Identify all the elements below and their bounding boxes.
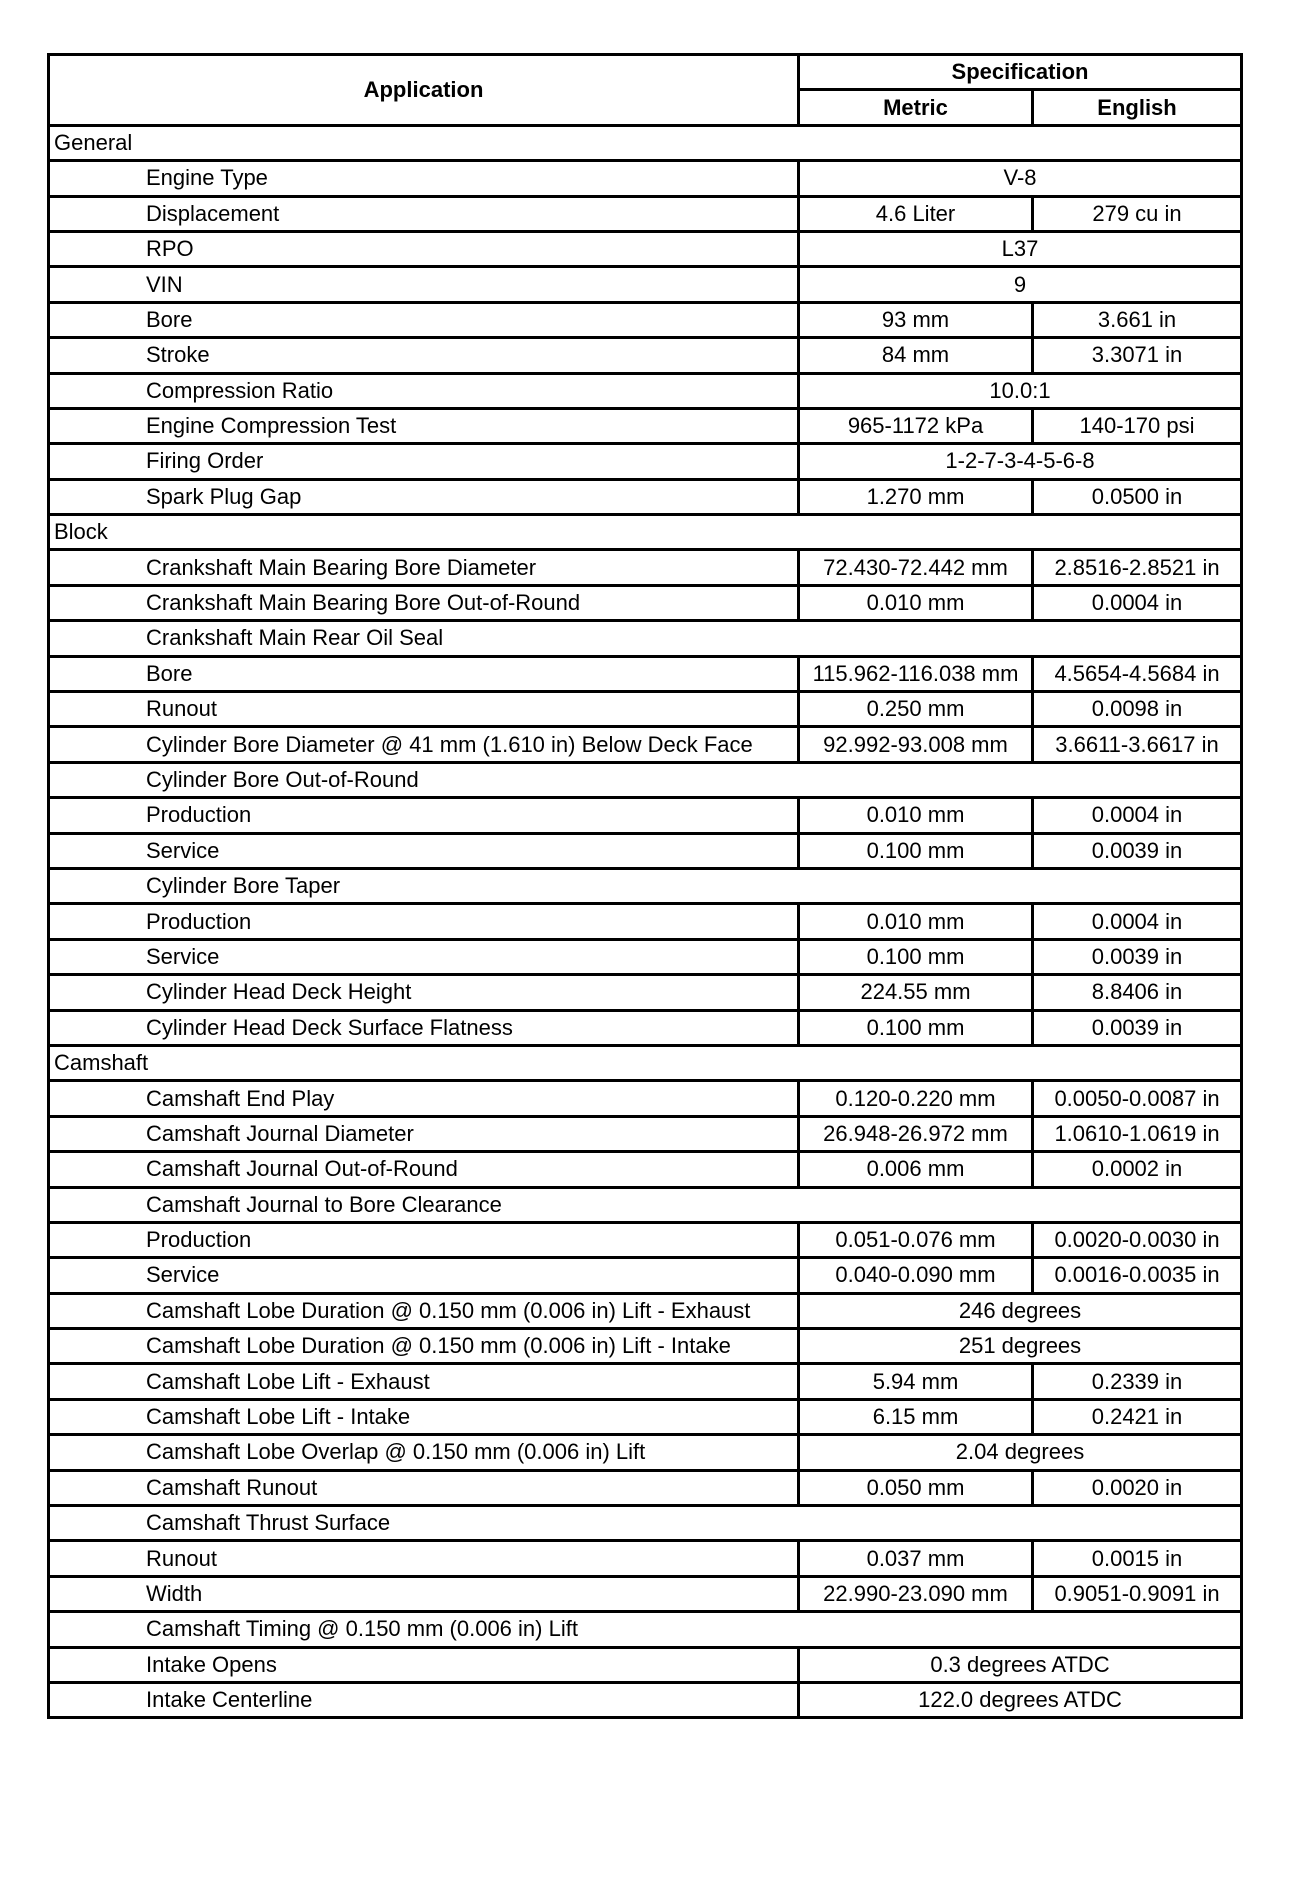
table-row	[49, 196, 1242, 231]
table-row	[49, 1682, 1242, 1717]
english-cell: 0.0004 in	[1033, 904, 1242, 939]
table-row	[49, 1222, 1242, 1257]
table-row	[49, 338, 1242, 373]
application-cell: Camshaft End Play	[49, 1081, 799, 1116]
table-row	[49, 373, 1242, 408]
application-cell: Camshaft Lobe Duration @ 0.150 mm (0.006 in) Lift - Exhaust	[49, 1293, 799, 1328]
application-cell: Camshaft Runout	[49, 1470, 799, 1505]
application-cell: Firing Order	[49, 444, 799, 479]
subsection-label: Cylinder Bore Taper	[49, 868, 1242, 903]
table-row	[49, 1506, 1242, 1541]
header-row-1	[49, 55, 1242, 90]
application-cell: Intake Centerline	[49, 1682, 799, 1717]
engine-spec-table	[47, 53, 1243, 1719]
table-row	[49, 444, 1242, 479]
metric-cell: 26.948-26.972 mm	[799, 1116, 1033, 1151]
table-row	[49, 621, 1242, 656]
application-cell: Crankshaft Main Bearing Bore Out-of-Round	[49, 585, 799, 620]
application-cell: Camshaft Lobe Lift - Intake	[49, 1399, 799, 1434]
table-row	[49, 1470, 1242, 1505]
table-row	[49, 1364, 1242, 1399]
application-cell: Compression Ratio	[49, 373, 799, 408]
metric-cell: 0.010 mm	[799, 798, 1033, 833]
table-row	[49, 904, 1242, 939]
application-cell: Service	[49, 833, 799, 868]
spec-value-cell: 10.0:1	[799, 373, 1242, 408]
application-cell: Engine Compression Test	[49, 408, 799, 443]
application-cell: Displacement	[49, 196, 799, 231]
section-row	[49, 1045, 1242, 1080]
section-label: Block	[49, 515, 1242, 550]
table-row	[49, 1081, 1242, 1116]
english-cell: 0.0050-0.0087 in	[1033, 1081, 1242, 1116]
specification-header: Specification	[799, 55, 1242, 90]
metric-cell: 92.992-93.008 mm	[799, 727, 1033, 762]
english-cell: 0.2421 in	[1033, 1399, 1242, 1434]
table-row	[49, 1116, 1242, 1151]
metric-cell: 0.100 mm	[799, 1010, 1033, 1045]
spec-value-cell: 251 degrees	[799, 1329, 1242, 1364]
spec-value-cell: 9	[799, 267, 1242, 302]
application-cell: Crankshaft Main Bearing Bore Diameter	[49, 550, 799, 585]
english-header: English	[1033, 90, 1242, 125]
english-cell: 0.0020 in	[1033, 1470, 1242, 1505]
metric-cell: 72.430-72.442 mm	[799, 550, 1033, 585]
subsection-label: Camshaft Journal to Bore Clearance	[49, 1187, 1242, 1222]
metric-cell: 93 mm	[799, 302, 1033, 337]
application-cell: Cylinder Bore Diameter @ 41 mm (1.610 in) Below Deck Face	[49, 727, 799, 762]
english-cell: 1.0610-1.0619 in	[1033, 1116, 1242, 1151]
table-row	[49, 550, 1242, 585]
application-cell: Camshaft Lobe Lift - Exhaust	[49, 1364, 799, 1399]
application-cell: Stroke	[49, 338, 799, 373]
metric-cell: 0.051-0.076 mm	[799, 1222, 1033, 1257]
table-row	[49, 479, 1242, 514]
english-cell: 8.8406 in	[1033, 975, 1242, 1010]
english-cell: 0.0500 in	[1033, 479, 1242, 514]
application-cell: Camshaft Journal Diameter	[49, 1116, 799, 1151]
metric-cell: 0.100 mm	[799, 939, 1033, 974]
english-cell: 3.6611-3.6617 in	[1033, 727, 1242, 762]
metric-cell: 0.120-0.220 mm	[799, 1081, 1033, 1116]
metric-cell: 0.040-0.090 mm	[799, 1258, 1033, 1293]
table-row	[49, 231, 1242, 266]
application-cell: VIN	[49, 267, 799, 302]
table-row	[49, 1541, 1242, 1576]
table-row	[49, 1435, 1242, 1470]
english-cell: 4.5654-4.5684 in	[1033, 656, 1242, 691]
english-cell: 0.0039 in	[1033, 939, 1242, 974]
english-cell: 0.0039 in	[1033, 833, 1242, 868]
table-row	[49, 1010, 1242, 1045]
english-cell: 3.661 in	[1033, 302, 1242, 337]
table-row	[49, 868, 1242, 903]
english-cell: 0.0016-0.0035 in	[1033, 1258, 1242, 1293]
table-row	[49, 833, 1242, 868]
application-header: Application	[49, 55, 799, 126]
application-cell: Service	[49, 939, 799, 974]
table-row	[49, 939, 1242, 974]
english-cell: 0.0039 in	[1033, 1010, 1242, 1045]
english-cell: 0.0004 in	[1033, 798, 1242, 833]
table-row	[49, 727, 1242, 762]
english-cell: 0.0015 in	[1033, 1541, 1242, 1576]
metric-cell: 0.006 mm	[799, 1152, 1033, 1187]
subsection-label: Cylinder Bore Out-of-Round	[49, 762, 1242, 797]
application-cell: Production	[49, 904, 799, 939]
spec-value-cell: 0.3 degrees ATDC	[799, 1647, 1242, 1682]
table-row	[49, 656, 1242, 691]
table-row	[49, 1399, 1242, 1434]
spec-value-cell: 122.0 degrees ATDC	[799, 1682, 1242, 1717]
table-row	[49, 762, 1242, 797]
table-row	[49, 161, 1242, 196]
table-row	[49, 692, 1242, 727]
metric-cell: 4.6 Liter	[799, 196, 1033, 231]
application-cell: Cylinder Head Deck Surface Flatness	[49, 1010, 799, 1045]
application-cell: Production	[49, 798, 799, 833]
metric-cell: 224.55 mm	[799, 975, 1033, 1010]
application-cell: Intake Opens	[49, 1647, 799, 1682]
table-row	[49, 1293, 1242, 1328]
english-cell: 140-170 psi	[1033, 408, 1242, 443]
metric-cell: 84 mm	[799, 338, 1033, 373]
table-row	[49, 1258, 1242, 1293]
table-row	[49, 585, 1242, 620]
metric-cell: 115.962-116.038 mm	[799, 656, 1033, 691]
english-cell: 279 cu in	[1033, 196, 1242, 231]
metric-cell: 0.250 mm	[799, 692, 1033, 727]
metric-cell: 0.010 mm	[799, 585, 1033, 620]
spec-value-cell: 246 degrees	[799, 1293, 1242, 1328]
table-row	[49, 1152, 1242, 1187]
metric-cell: 0.010 mm	[799, 904, 1033, 939]
metric-cell: 22.990-23.090 mm	[799, 1576, 1033, 1611]
section-label: General	[49, 125, 1242, 160]
spec-value-cell: V-8	[799, 161, 1242, 196]
application-cell: Width	[49, 1576, 799, 1611]
metric-cell: 5.94 mm	[799, 1364, 1033, 1399]
metric-cell: 965-1172 kPa	[799, 408, 1033, 443]
english-cell: 0.9051-0.9091 in	[1033, 1576, 1242, 1611]
metric-cell: 0.037 mm	[799, 1541, 1033, 1576]
table-row	[49, 1187, 1242, 1222]
section-row	[49, 515, 1242, 550]
english-cell: 0.0020-0.0030 in	[1033, 1222, 1242, 1257]
table-row	[49, 1612, 1242, 1647]
application-cell: Camshaft Lobe Overlap @ 0.150 mm (0.006 in) Lift	[49, 1435, 799, 1470]
table-row	[49, 1647, 1242, 1682]
metric-header: Metric	[799, 90, 1033, 125]
english-cell: 3.3071 in	[1033, 338, 1242, 373]
spec-value-cell: 2.04 degrees	[799, 1435, 1242, 1470]
subsection-label: Crankshaft Main Rear Oil Seal	[49, 621, 1242, 656]
english-cell: 0.0098 in	[1033, 692, 1242, 727]
table-row	[49, 302, 1242, 337]
table-row	[49, 798, 1242, 833]
subsection-label: Camshaft Thrust Surface	[49, 1506, 1242, 1541]
section-label: Camshaft	[49, 1045, 1242, 1080]
application-cell: Engine Type	[49, 161, 799, 196]
spec-value-cell: L37	[799, 231, 1242, 266]
english-cell: 0.2339 in	[1033, 1364, 1242, 1399]
table-row	[49, 1329, 1242, 1364]
english-cell: 0.0002 in	[1033, 1152, 1242, 1187]
metric-cell: 0.100 mm	[799, 833, 1033, 868]
application-cell: Camshaft Lobe Duration @ 0.150 mm (0.006 in) Lift - Intake	[49, 1329, 799, 1364]
table-row	[49, 975, 1242, 1010]
spec-table-body	[49, 125, 1242, 1718]
application-cell: Service	[49, 1258, 799, 1293]
spec-value-cell: 1-2-7-3-4-5-6-8	[799, 444, 1242, 479]
english-cell: 0.0004 in	[1033, 585, 1242, 620]
application-cell: Runout	[49, 1541, 799, 1576]
application-cell: Bore	[49, 302, 799, 337]
table-row	[49, 267, 1242, 302]
english-cell: 2.8516-2.8521 in	[1033, 550, 1242, 585]
application-cell: Cylinder Head Deck Height	[49, 975, 799, 1010]
table-row	[49, 1576, 1242, 1611]
application-cell: Runout	[49, 692, 799, 727]
metric-cell: 0.050 mm	[799, 1470, 1033, 1505]
application-cell: Production	[49, 1222, 799, 1257]
application-cell: Bore	[49, 656, 799, 691]
subsection-label: Camshaft Timing @ 0.150 mm (0.006 in) Lift	[49, 1612, 1242, 1647]
table-row	[49, 408, 1242, 443]
metric-cell: 1.270 mm	[799, 479, 1033, 514]
section-row	[49, 125, 1242, 160]
metric-cell: 6.15 mm	[799, 1399, 1033, 1434]
application-cell: Spark Plug Gap	[49, 479, 799, 514]
application-cell: RPO	[49, 231, 799, 266]
application-cell: Camshaft Journal Out-of-Round	[49, 1152, 799, 1187]
